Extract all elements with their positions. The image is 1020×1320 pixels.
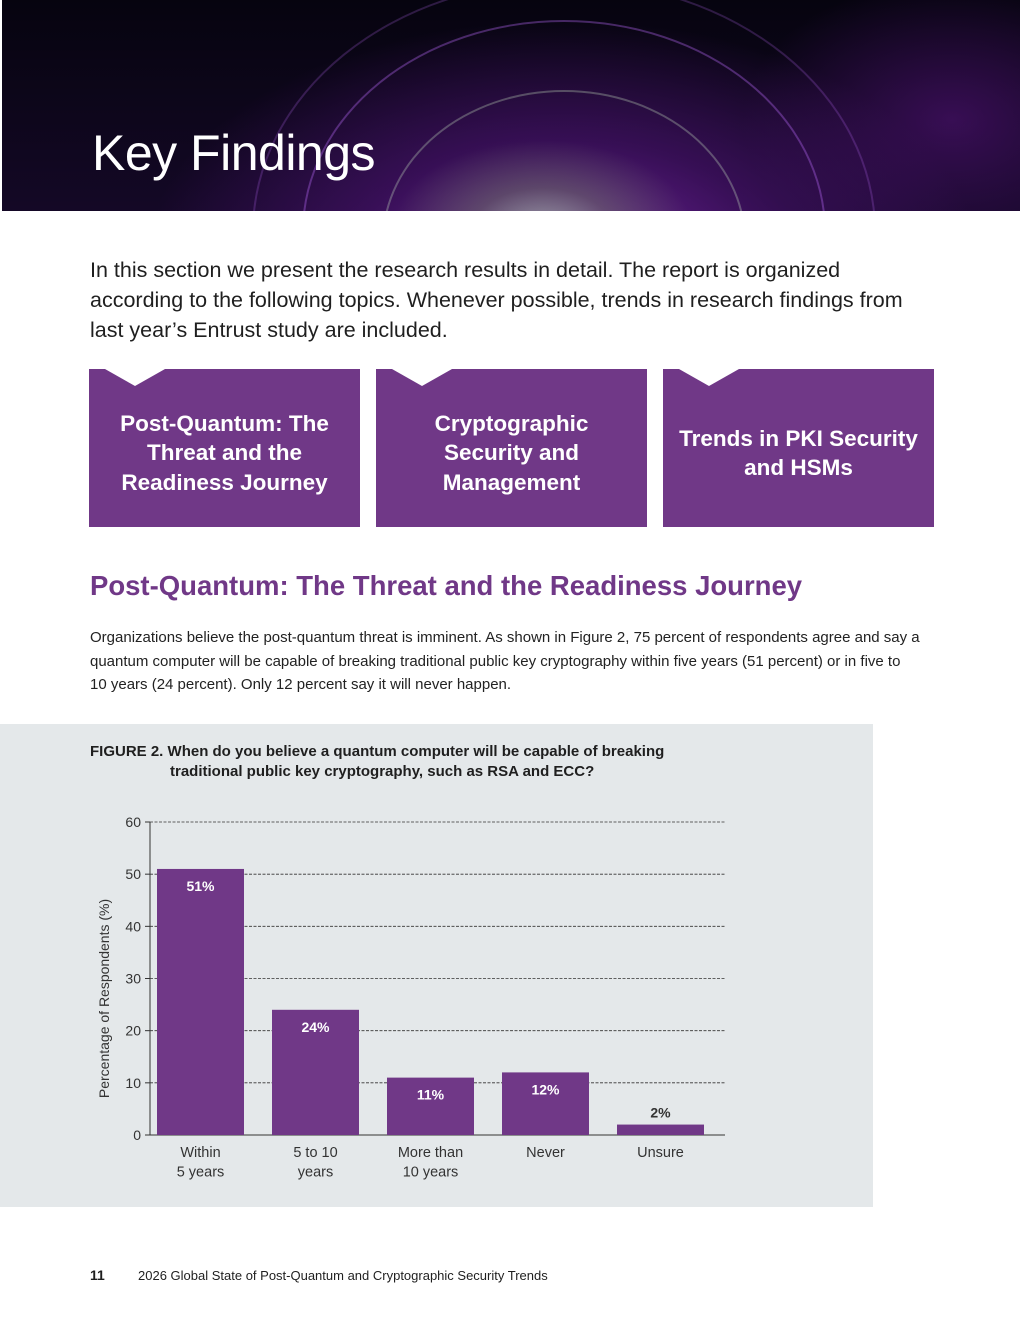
y-tick-label: 50 [125, 866, 141, 883]
page-number: 11 [90, 1267, 105, 1283]
bar [617, 1125, 704, 1135]
x-tick-label: 5 to 10 [293, 1145, 338, 1161]
y-tick-label: 40 [125, 918, 141, 935]
data-label: 24% [301, 1018, 330, 1035]
intro-paragraph: In this section we present the research results in detail. The report is organized according to the following topics. Whenever possible, trends in research findings from last year’s Entrust study are included. [90, 258, 903, 342]
topic-card-label: Post-Quantum: The Threat and the Readiness Journey [120, 410, 329, 495]
footer-doc-title: 2026 Global State of Post-Quantum and Cryptographic Security Trends [138, 1268, 548, 1283]
y-tick-label: 10 [125, 1074, 141, 1091]
x-tick-label: 10 years [402, 1164, 459, 1181]
topic-card-label: Cryptographic Security and Management [434, 410, 589, 495]
y-tick-label: 60 [125, 814, 141, 830]
x-tick-label: years [297, 1164, 334, 1181]
bar [157, 869, 244, 1135]
x-tick-label: Unsure [637, 1145, 684, 1161]
x-tick-label: 5 years [176, 1164, 225, 1181]
data-label: 51% [186, 877, 215, 894]
page-title: Key Findings [92, 125, 376, 181]
figure-caption-line-2: traditional public key cryptography, such as RSA and ECC? [170, 763, 595, 780]
x-tick-label: Within [180, 1145, 221, 1161]
y-tick-label: 0 [133, 1127, 141, 1143]
topic-card-label: Trends in PKI Security and HSMs [679, 425, 918, 480]
x-tick-label: Never [526, 1145, 565, 1161]
data-label: 11% [416, 1086, 445, 1103]
y-axis-title: Percentage of Respondents (%) [96, 898, 112, 1099]
section-heading: Post-Quantum: The Threat and the Readiness Journey [90, 570, 803, 601]
figure-caption-line-1: When do you believe a quantum computer will be capable of breaking [167, 743, 665, 760]
y-tick-label: 20 [125, 1022, 141, 1039]
figure-label: FIGURE 2. [90, 743, 164, 760]
x-tick-label: More than [397, 1145, 464, 1161]
data-label: 2% [650, 1104, 671, 1121]
y-tick-label: 30 [125, 970, 141, 987]
data-label: 12% [531, 1081, 560, 1098]
section-body-text: Organizations believe the post-quantum threat is imminent. As shown in Figure 2, 75 percent of respondents agree and say a quantum computer will be capable of breaking traditional public key cryptography within five years (51 percent) or in five to 10 years (24 percent). Only 12 percent say it will never happen. [90, 629, 920, 693]
